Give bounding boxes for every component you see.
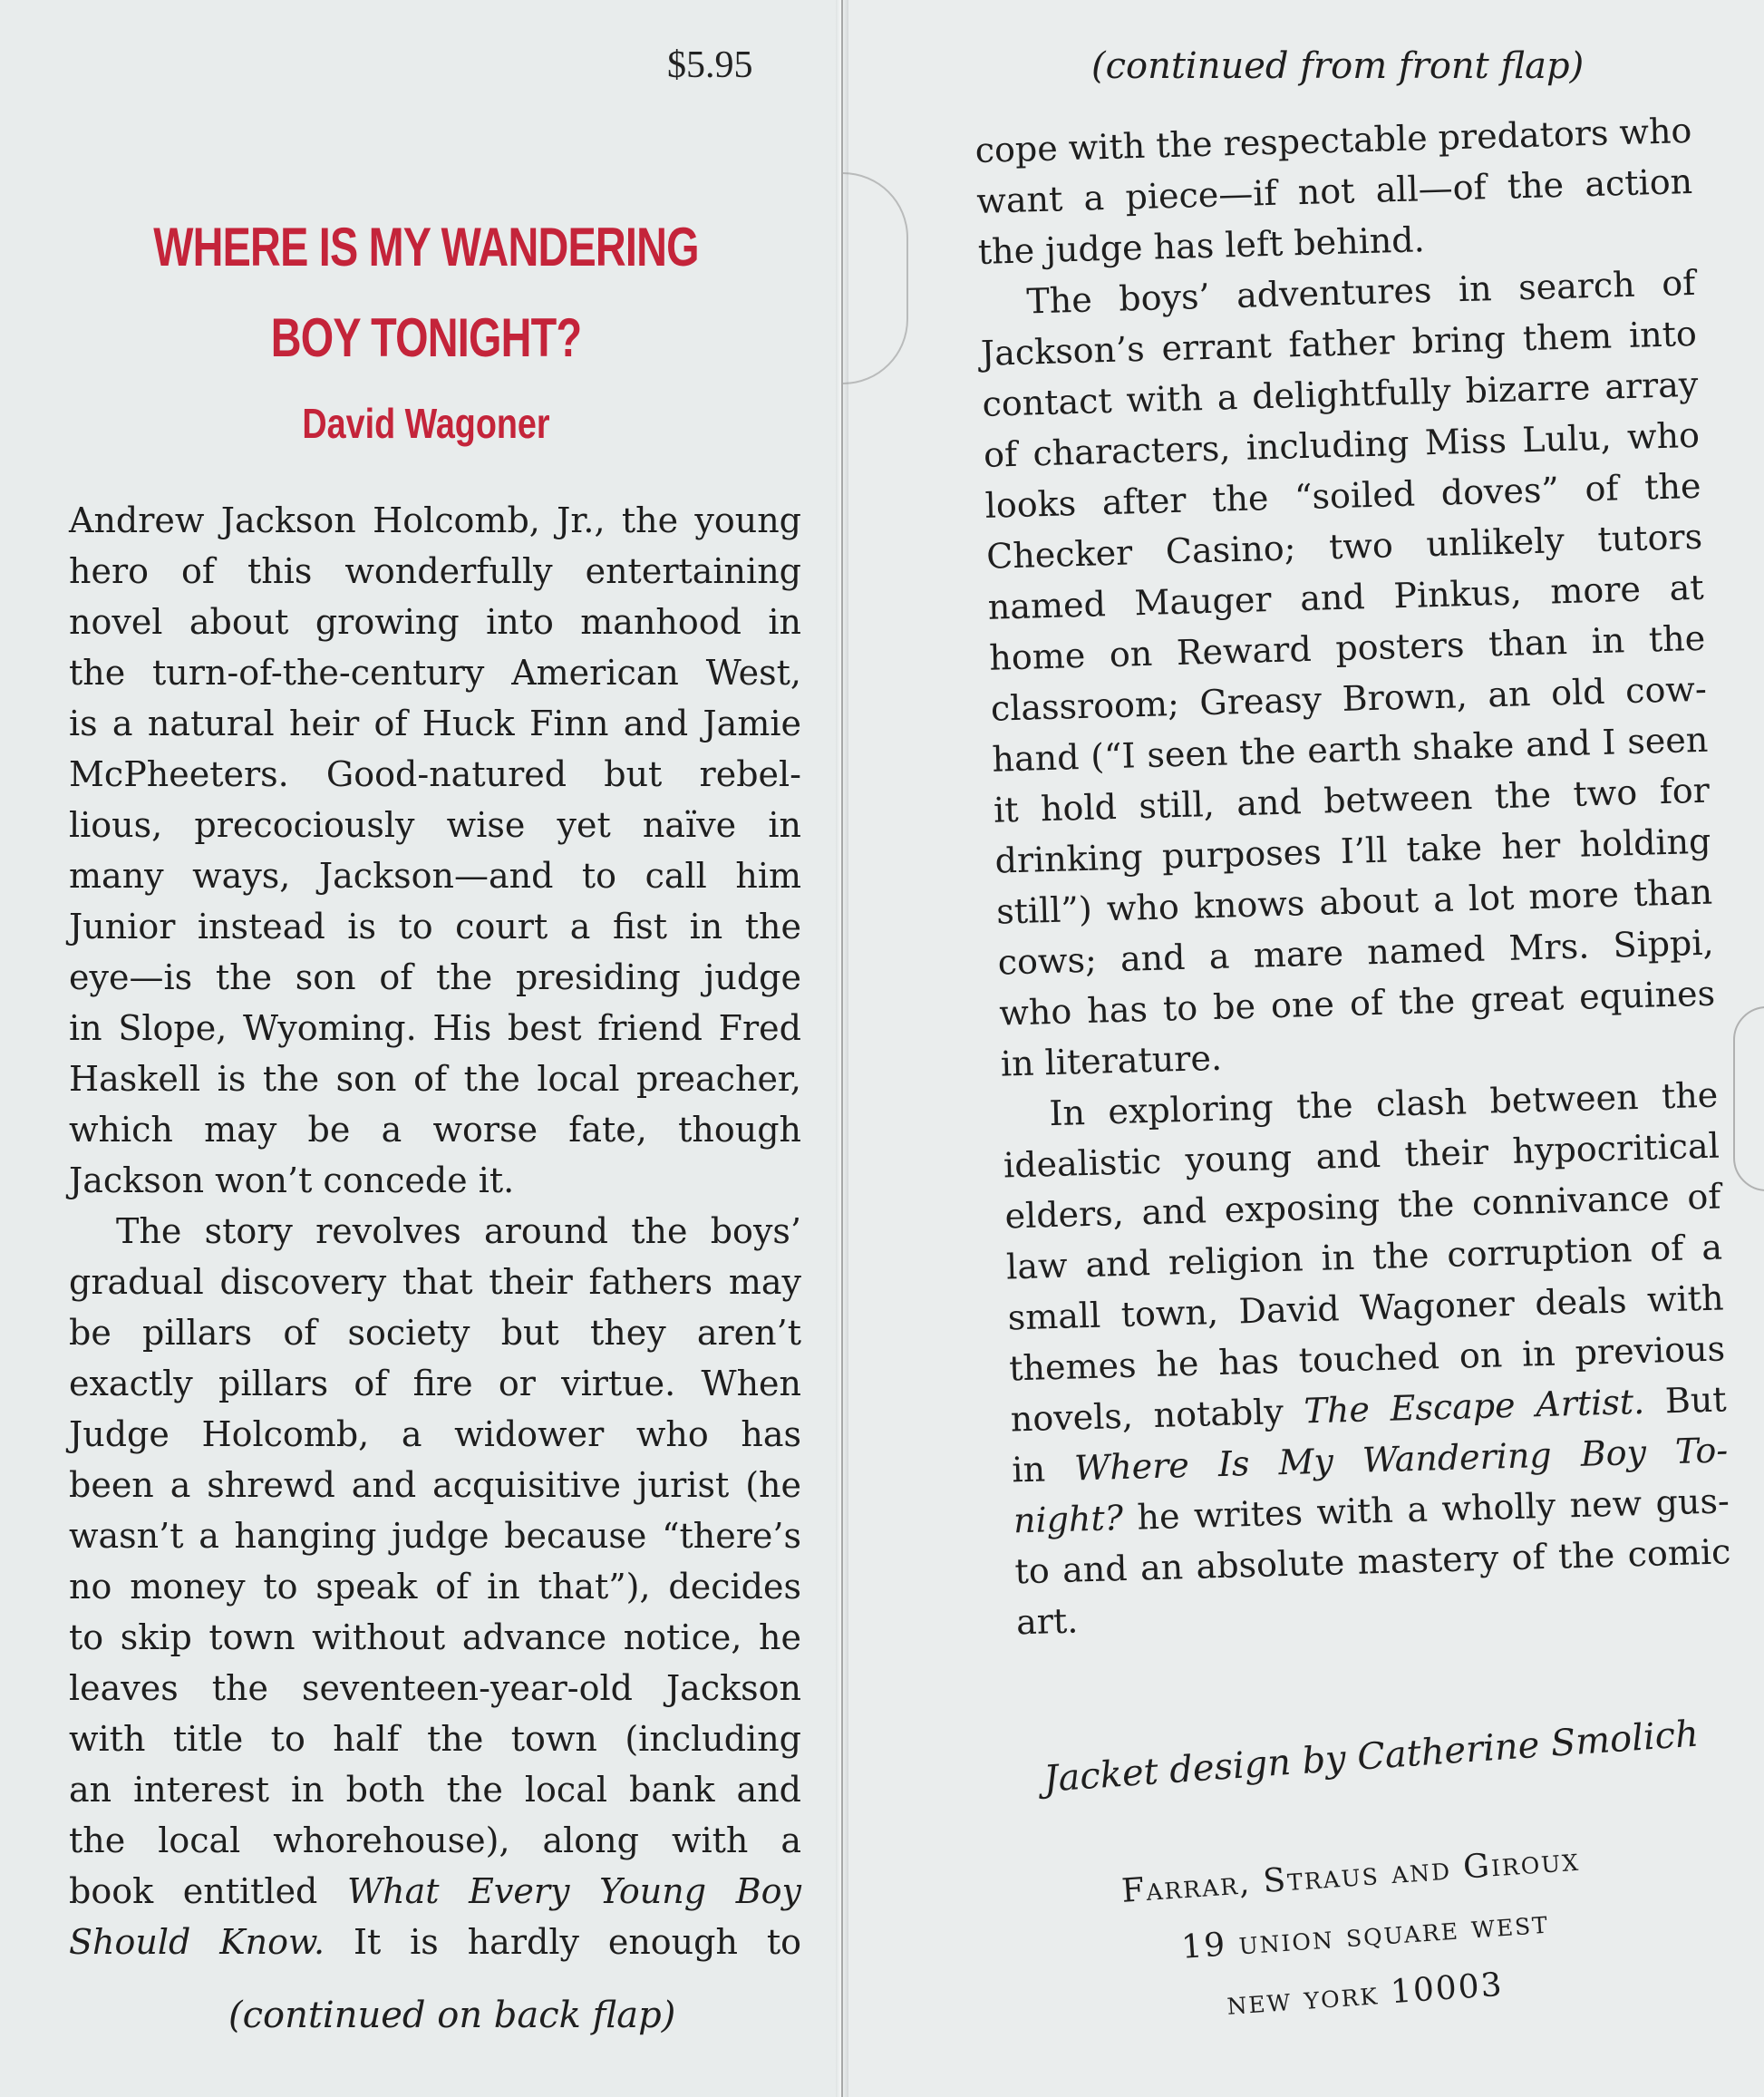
body-line: an interest in both the local bank and <box>69 1770 801 1810</box>
publisher-name: Farrar, Straus and Giroux <box>1120 1840 1582 1910</box>
body-line: exactly pillars of fire or virtue. When <box>69 1364 801 1403</box>
body-line: of characters, including Miss Lulu, who <box>983 414 1701 475</box>
price: $5.95 <box>667 44 753 86</box>
body-line: law and religion in the corruption of a <box>1005 1227 1723 1287</box>
body-line: Jackson won’t concede it. <box>69 1160 515 1200</box>
body-line: it hold still, and between the two for <box>993 770 1711 830</box>
body-line: small town, David Wagoner deals with <box>1007 1277 1725 1338</box>
body-line: classroom; Greasy Brown, an old cow- <box>990 668 1708 729</box>
author-name: David Wagoner <box>302 400 550 447</box>
body-line: been a shrewd and acquisitive jurist (he <box>69 1465 801 1505</box>
back-flap-edge-curve <box>1733 1006 1764 1191</box>
continued-on-back-flap: (continued on back flap) <box>228 1995 676 2036</box>
book-title-italic: night? <box>1013 1498 1124 1541</box>
book-title-italic: The Escape Artist. <box>1303 1381 1645 1432</box>
body-line: Checker Casino; two unlikely tutors <box>985 516 1703 577</box>
front-flap-body <box>69 495 801 1967</box>
back-flap-body <box>974 105 1733 1647</box>
body-line: which may be a worse fate, though <box>69 1110 801 1150</box>
body-line: the local whorehouse), along with a <box>69 1820 801 1860</box>
body-line: home on Reward posters than in the <box>988 617 1706 678</box>
body-line: in Slope, Wyoming. His best friend Fred <box>69 1008 801 1048</box>
body-line: Jackson’s errant father bring them into <box>980 313 1698 374</box>
book-title-line1: WHERE IS MY WANDERING <box>153 217 699 277</box>
body-line: in literature. <box>1000 1037 1223 1084</box>
book-title-line2: BOY TONIGHT? <box>270 307 582 368</box>
body-line: with title to half the town (including <box>69 1719 801 1759</box>
body-line: cows; and a mare named Mrs. Sippi, <box>997 922 1715 983</box>
body-line: cope with the respectable predators who <box>974 110 1692 170</box>
body-line: be pillars of society but they aren’t <box>69 1313 801 1353</box>
body-line: who has to be one of the great equines <box>998 973 1716 1034</box>
body-text: But <box>1664 1379 1728 1422</box>
body-text: he writes with a wholly new gus- <box>1136 1481 1730 1538</box>
body-line: many ways, Jackson—and to call him <box>69 856 801 896</box>
body-line: to and an absolute mastery of the comic <box>1013 1531 1731 1592</box>
body-line: In exploring the clash between the <box>1048 1074 1719 1134</box>
body-line: the judge has left behind. <box>977 219 1426 272</box>
body-line-mixed <box>69 1917 801 1967</box>
body-line: wasn’t a hanging judge because “there’s <box>69 1516 801 1556</box>
body-line: The story revolves around the boys’ <box>116 1211 801 1251</box>
body-line: hand (“I seen the earth shake and I seen <box>991 719 1709 780</box>
body-line: The boys’ adventures in search of <box>1025 262 1696 322</box>
body-line: the turn-of-the-century American West, <box>69 653 801 693</box>
body-line: Judge Holcomb, a widower who has <box>69 1414 801 1454</box>
body-text: in <box>1011 1449 1046 1490</box>
body-line: still”) who knows about a lot more than <box>995 871 1713 932</box>
body-line: is a natural heir of Huck Finn and Jamie <box>69 704 801 743</box>
publisher-city: new york 10003 <box>1226 1966 1505 2023</box>
body-text: book entitled <box>69 1871 318 1911</box>
body-line: drinking purposes I’ll take her holding <box>994 820 1711 881</box>
book-title-italic: Where Is My Wandering Boy To- <box>1073 1430 1729 1489</box>
continued-from-front-flap: (continued from front flap) <box>1091 45 1585 87</box>
body-line: contact with a delightfully bizarre array <box>981 364 1699 424</box>
fold-notch <box>843 172 908 384</box>
body-line: named Mauger and Pinkus, more at <box>987 567 1705 627</box>
body-line: elders, and exposing the connivance of <box>1004 1176 1721 1237</box>
body-line: eye—is the son of the presiding judge <box>69 957 801 997</box>
book-title-italic: Should Know. <box>69 1922 325 1962</box>
body-line: hero of this wonderfully entertaining <box>69 551 801 591</box>
body-line-mixed <box>69 1866 801 1917</box>
body-line: Andrew Jackson Holcomb, Jr., the young <box>69 500 801 540</box>
body-text: novels, notably <box>1010 1392 1284 1440</box>
body-line: want a piece—if not all—of the action <box>975 160 1693 221</box>
book-title-italic: What Every Young Boy <box>347 1871 801 1911</box>
body-line: no money to speak of in that”), decides <box>69 1567 801 1607</box>
body-line: art. <box>1015 1600 1079 1643</box>
body-line: leaves the seventeen-year-old Jackson <box>69 1668 801 1708</box>
jacket-design-credit: Jacket design by Catherine Smolich <box>1042 1713 1701 1801</box>
body-line: looks after the “soiled doves” of the <box>984 465 1702 526</box>
body-line: lious, precociously wise yet naïve in <box>69 805 801 845</box>
body-line: to skip town without advance notice, he <box>69 1617 801 1657</box>
body-line: idealistic young and their hypocritical <box>1003 1125 1720 1186</box>
body-line: McPheeters. Good-natured but rebel- <box>69 754 801 794</box>
body-line: Junior instead is to court a fist in the <box>69 907 801 947</box>
body-line: themes he has touched on in previous <box>1008 1328 1726 1389</box>
body-text: It is hardly enough to <box>353 1922 801 1962</box>
publisher-address: 19 union square west <box>1180 1903 1550 1966</box>
body-line: Haskell is the son of the local preacher, <box>69 1059 801 1099</box>
body-line: gradual discovery that their fathers may <box>69 1262 801 1302</box>
body-line: novel about growing into manhood in <box>69 602 801 642</box>
